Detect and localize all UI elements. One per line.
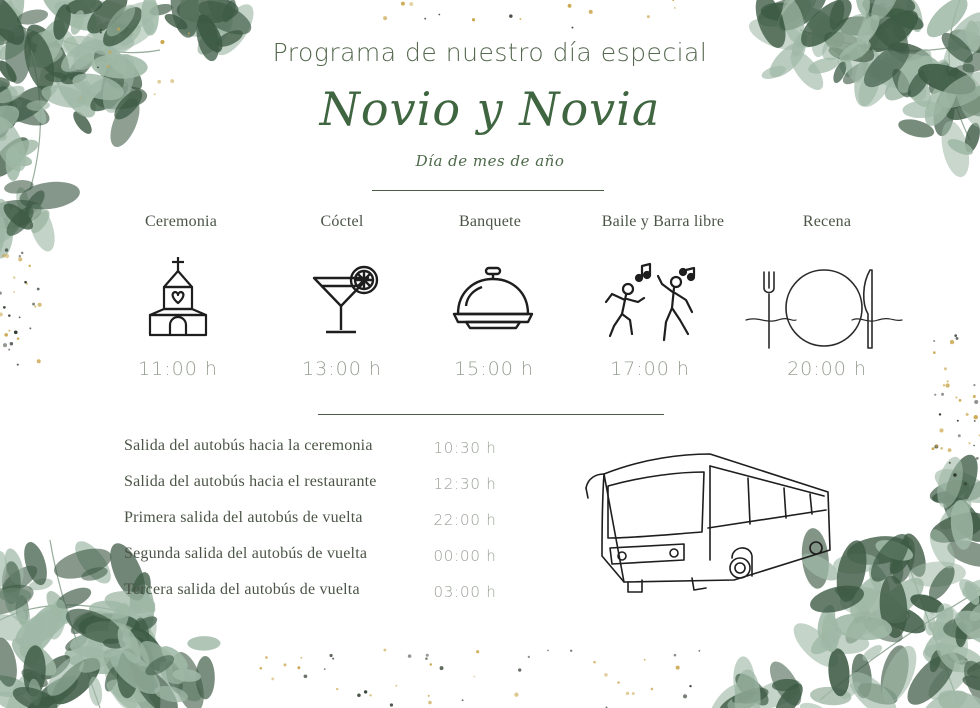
bus-row-label: Segunda salida del autobús de vuelta: [124, 545, 368, 562]
event-time-ceremonia: 11:00 h: [138, 358, 218, 380]
bus-row-time: 03:00 h: [433, 583, 497, 601]
event-date: Día de mes de año: [415, 152, 565, 170]
event-label-coctel: Cóctel: [320, 213, 364, 230]
program-subtitle: Programa de nuestro día especial: [272, 38, 708, 67]
event-time-baile: 17:00 h: [610, 358, 690, 380]
event-time-recena: 20:00 h: [787, 358, 867, 380]
bus-row-time: 00:00 h: [433, 547, 497, 565]
bus-row-label: Salida del autobús hacia la ceremonia: [124, 437, 373, 454]
event-time-banquete: 15:00 h: [454, 358, 534, 380]
bus-row-time: 12:30 h: [433, 475, 497, 493]
cloche-icon: [452, 266, 534, 332]
header-divider: [372, 190, 604, 191]
event-label-ceremonia: Ceremonia: [145, 213, 217, 230]
dancers-icon: [602, 262, 698, 350]
church-icon: [146, 255, 210, 339]
bus-row-label: Primera salida del autobús de vuelta: [124, 509, 363, 526]
plate-cutlery-icon: [744, 264, 904, 354]
bus-row-time: 10:30 h: [433, 439, 497, 457]
event-label-baile: Baile y Barra libre: [601, 213, 725, 230]
bus-row-time: 22:00 h: [433, 511, 497, 529]
events-divider: [318, 414, 664, 415]
event-label-recena: Recena: [802, 213, 852, 230]
bus-row-label: Salida del autobús hacia el restaurante: [124, 473, 377, 490]
couple-names-title: Novio y Novia: [319, 82, 661, 136]
event-label-banquete: Banquete: [458, 213, 522, 230]
cocktail-icon: [310, 262, 382, 336]
bus-row-label: Tercera salida del autobús de vuelta: [124, 581, 360, 598]
event-time-coctel: 13:00 h: [302, 358, 382, 380]
bus-icon: [584, 452, 836, 596]
